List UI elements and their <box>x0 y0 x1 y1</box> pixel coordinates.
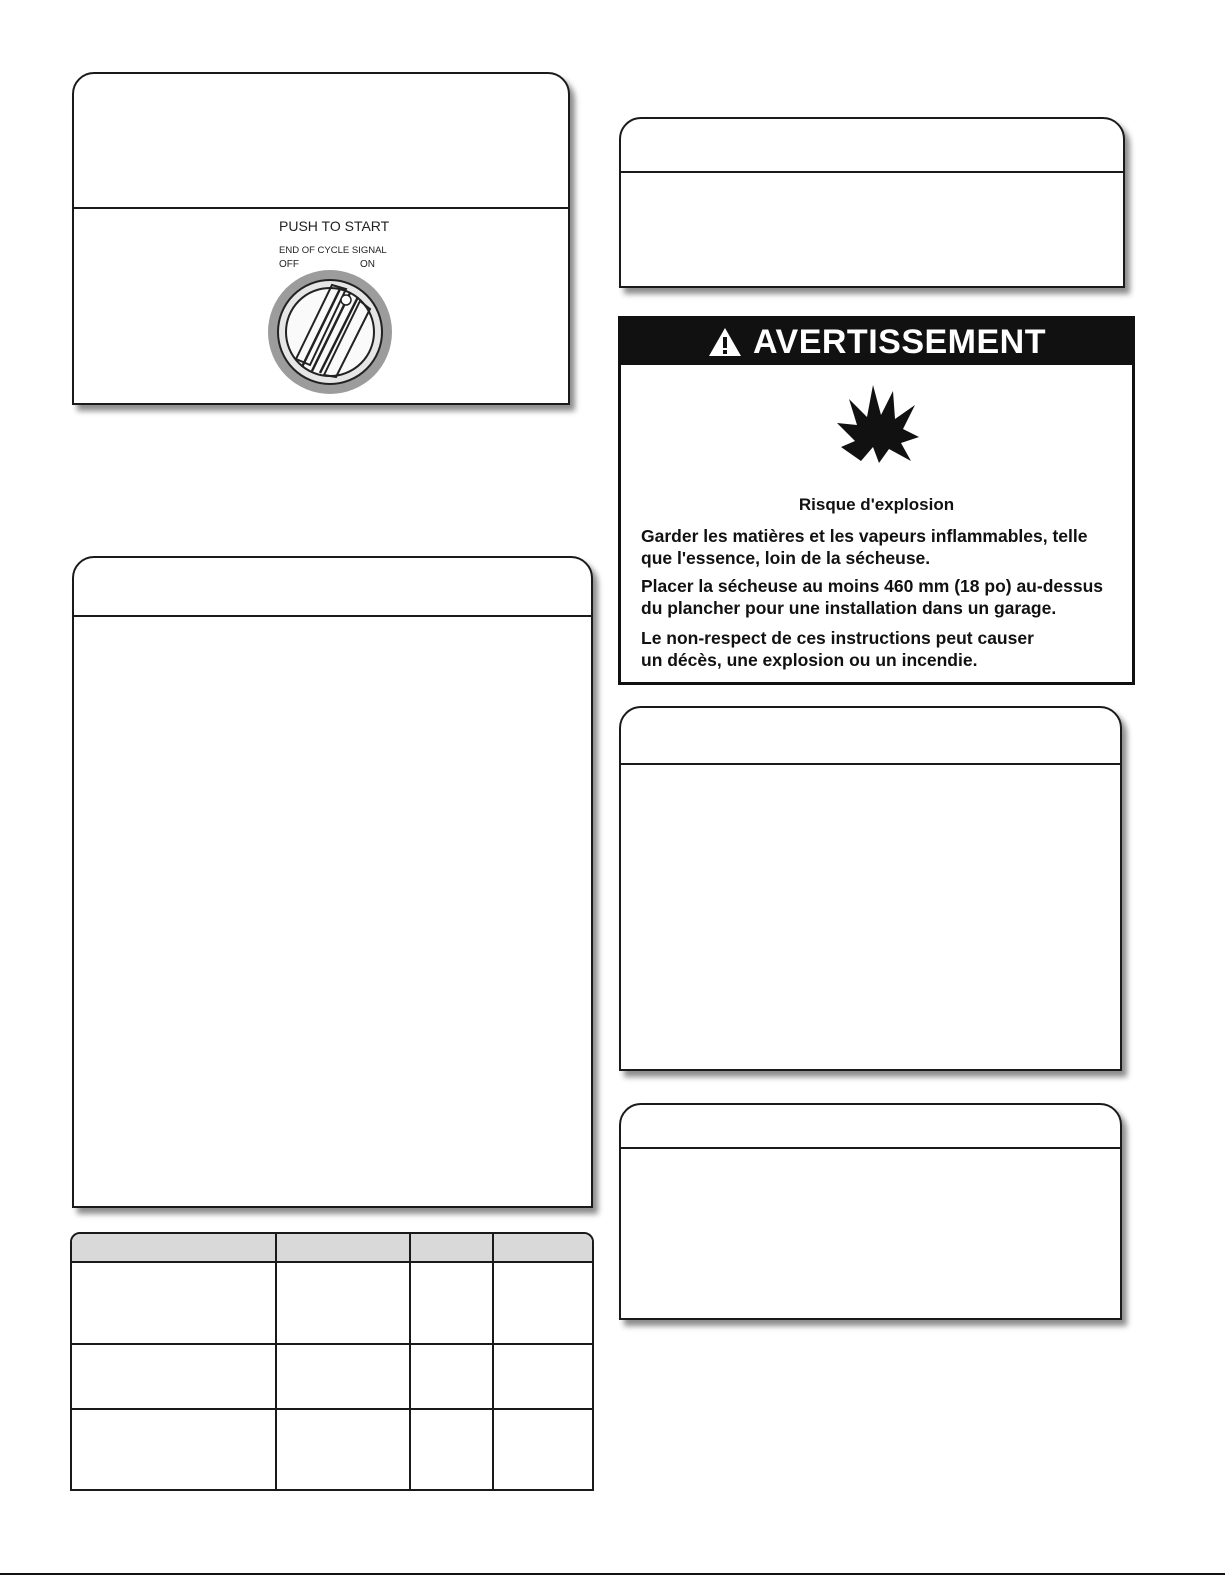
table-col-divider <box>492 1234 494 1489</box>
table-col-divider <box>275 1234 277 1489</box>
explosion-icon <box>833 377 923 467</box>
page-footer-line <box>0 1573 1225 1575</box>
right-middle-divider <box>621 763 1120 765</box>
warning-triangle-icon <box>707 326 743 358</box>
left-info-divider <box>74 615 591 617</box>
warning-paragraph-3: Le non-respect de ces instructions peut causer un décès, une explosion ou un incendie. <box>641 628 1034 670</box>
right-top-divider <box>621 171 1123 173</box>
table-row-divider <box>72 1343 592 1345</box>
end-of-cycle-signal-label: END OF CYCLE SIGNAL <box>279 245 387 256</box>
off-label: OFF <box>279 259 299 270</box>
on-label: ON <box>360 259 375 270</box>
right-bottom-divider <box>621 1147 1120 1149</box>
spec-table-header <box>72 1234 592 1263</box>
spec-table <box>70 1232 594 1491</box>
control-panel-divider <box>74 207 568 209</box>
right-middle-box <box>619 706 1122 1071</box>
warning-header <box>621 319 1132 365</box>
warning-box <box>618 316 1135 685</box>
warning-risk: Risque d'explosion <box>798 495 955 514</box>
right-bottom-box <box>619 1103 1122 1320</box>
push-to-start-label: PUSH TO START <box>279 218 390 234</box>
warning-title: AVERTISSEMENT <box>752 322 1046 361</box>
warning-paragraph-1: Garder les matières et les vapeurs inflammables, telle que l'essence, loin de la sécheuse. <box>641 526 1088 568</box>
table-col-divider <box>409 1234 411 1489</box>
control-panel-box <box>72 72 570 405</box>
cycle-knob-icon[interactable] <box>262 267 402 397</box>
table-row-divider <box>72 1408 592 1410</box>
left-info-box <box>72 556 593 1208</box>
warning-paragraph-2: Placer la sécheuse au moins 460 mm (18 po) au-dessus du plancher pour une installation dans un garage. <box>641 576 1104 618</box>
right-top-box <box>619 117 1125 288</box>
